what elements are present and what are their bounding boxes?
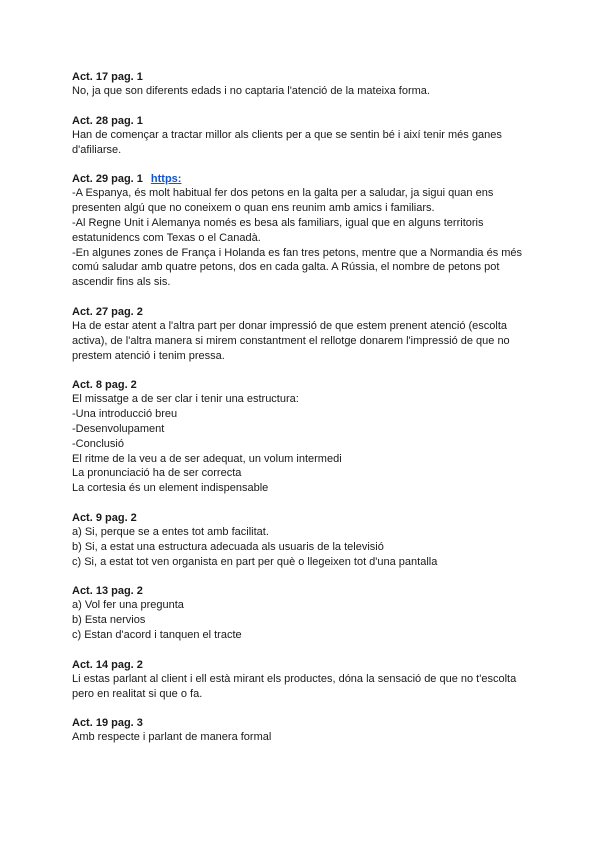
answer-text-line: -Conclusió <box>72 437 124 450</box>
answer-section <box>72 378 532 496</box>
answer-text-line: estatunidencs com Texas o el Canadà. <box>72 231 261 244</box>
answer-text-line: El ritme de la veu a de ser adequat, un volum intermedi <box>72 452 342 465</box>
answer-text-line: a) Vol fer una pregunta <box>72 599 184 612</box>
activity-heading <box>72 658 532 672</box>
document-page <box>72 70 532 760</box>
answer-text-line: -En algunes zones de França i Holanda es fan tres petons, mentre que a Normandia és més <box>72 246 523 259</box>
answer-text-line: b) Esta nervios <box>72 614 146 627</box>
activity-heading-text: Act. 28 pag. 1 <box>72 114 143 127</box>
activity-heading <box>72 378 532 392</box>
answer-section <box>72 584 532 642</box>
answer-text-line: b) Si, a estat una estructura adecuada als usuaris de la televisió <box>72 540 384 553</box>
answer-text-line: Li estas parlant al client i ell està mirant els productes, dóna la sensació de que no t'escolta <box>72 672 517 685</box>
answer-text-line: -Una introducció breu <box>72 408 178 421</box>
answer-text-line: -A Espanya, és molt habitual fer dos petons en la galta per a saludar, ja sigui quan ens <box>72 187 494 200</box>
answer-text-line: activa), de l'altra manera si mirem constantment el rellotge donarem l'impressió de que no <box>72 334 510 347</box>
answer-text-line: comú saludar amb quatre petons, dos en cada galta. A Rússia, el nombre de petons pot <box>72 261 500 274</box>
answer-section <box>72 114 532 158</box>
answer-text-line: Ha de estar atent a l'altra part per donar impressió de que estem prenent atenció (escolta <box>72 319 508 332</box>
answer-section <box>72 305 532 363</box>
activity-heading <box>72 172 532 186</box>
answer-text-line: -Al Regne Unit i Alemanya només es besa als familiars, igual que en alguns territoris <box>72 216 484 229</box>
activity-heading <box>72 716 532 730</box>
answer-text-line: La cortesia és un element indispensable <box>72 482 269 495</box>
answer-text-line: pero en realitat si que o fa. <box>72 687 203 700</box>
answer-text-line: No, ja que son diferents edads i no captaria l'atenció de la mateixa forma. <box>72 85 430 97</box>
answer-text-line: La pronunciació ha de ser correcta <box>72 467 242 480</box>
answer-text-line: presenten algú que no coneixem o quan ens reunim amb amics i familiars. <box>72 202 435 215</box>
answer-text-line: c) Si, a estat tot ven organista en part per què o llegeixen tot d'una pantalla <box>72 555 438 568</box>
activity-heading-text: Act. 9 pag. 2 <box>72 511 137 524</box>
activity-heading-text: Act. 29 pag. 1 <box>72 173 143 186</box>
activity-heading-text: Act. 13 pag. 2 <box>72 585 143 598</box>
activity-heading <box>72 305 532 319</box>
activity-heading-text: Act. 19 pag. 3 <box>72 717 143 730</box>
answer-section <box>72 70 532 99</box>
answer-text-line: d'afiliarse. <box>72 143 122 156</box>
answer-section <box>72 172 532 290</box>
answer-text-line: Amb respecte i parlant de manera formal <box>72 731 272 744</box>
activity-heading-text: Act. 8 pag. 2 <box>72 379 137 392</box>
answer-section <box>72 511 532 569</box>
activity-heading-text: Act. 27 pag. 2 <box>72 305 143 318</box>
answer-text-line: El missatge a de ser clar i tenir una estructura: <box>72 393 299 406</box>
answer-text-line: Han de començar a tractar millor als clients per a que se sentin bé i així tenir més ganes <box>72 128 502 141</box>
activity-heading <box>72 114 532 128</box>
activity-heading-text: Act. 14 pag. 2 <box>72 658 143 671</box>
activity-heading-text: Act. 17 pag. 1 <box>72 71 143 83</box>
reference-link[interactable]: https: <box>150 173 182 186</box>
answer-text-line: prestem atenció i tenim pressa. <box>72 349 225 362</box>
activity-heading <box>72 70 532 84</box>
answer-text-line: c) Estan d'acord i tanquen el tracte <box>72 628 242 641</box>
answer-section <box>72 658 532 702</box>
answer-text-line: -Desenvolupament <box>72 422 165 435</box>
activity-heading <box>72 584 532 598</box>
activity-heading <box>72 511 532 525</box>
answer-text-line: a) Si, perque se a entes tot amb facilitat. <box>72 525 269 538</box>
answer-text-line: ascendir fins als sis. <box>72 276 171 289</box>
answer-section <box>72 716 532 745</box>
